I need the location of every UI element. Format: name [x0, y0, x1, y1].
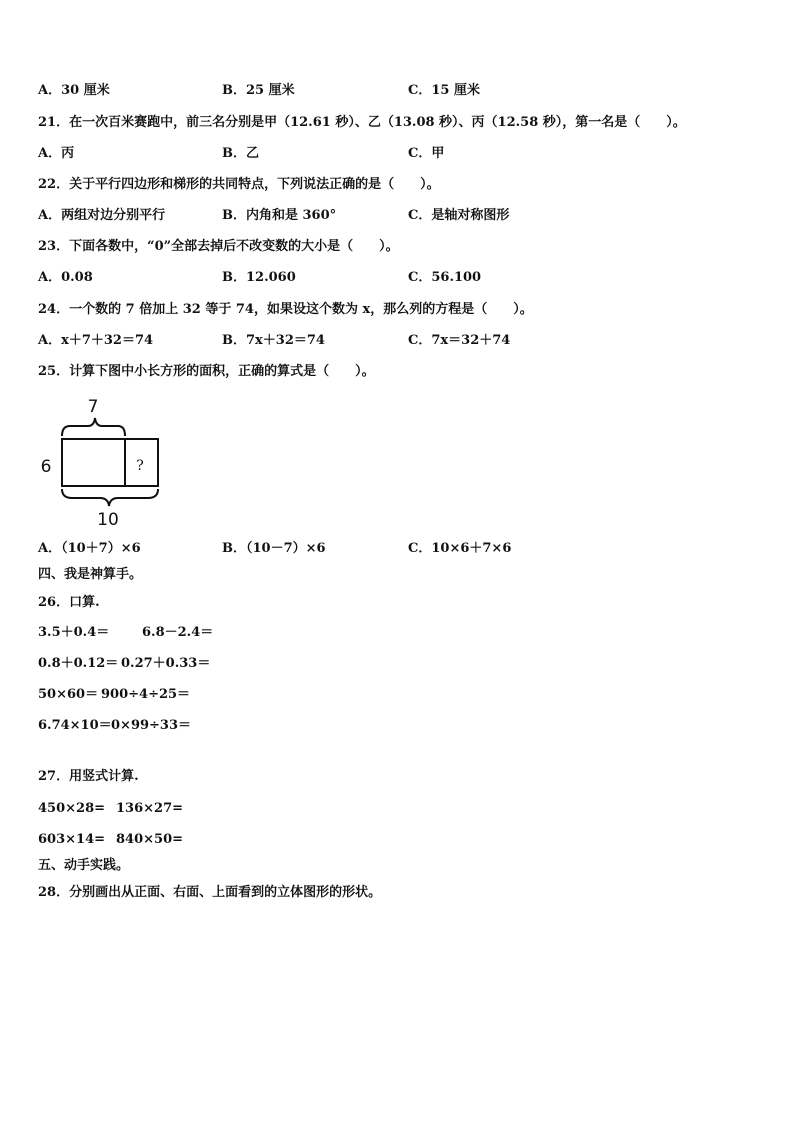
- left-label: 6: [40, 457, 52, 477]
- q26-item-5: 50×60＝: [38, 687, 99, 702]
- q21-question: 21．在一次百米赛跑中，前三名分别是甲（12.61 秒）、乙（13.08 秒）、丙（12.58 秒），第一名是（ ）。: [38, 115, 686, 130]
- q21-option-c: C．甲: [408, 146, 445, 161]
- q27-item-1: 450×28=: [38, 801, 106, 816]
- q22-option-a: A．两组对边分别平行: [38, 208, 166, 223]
- q26-item-8: 0×99÷33＝: [111, 718, 192, 733]
- section-5-heading: 五、动手实践。: [38, 858, 130, 873]
- q27-item-2: 136×27=: [116, 801, 184, 816]
- q22-option-b: B．内角和是 360°: [222, 208, 337, 223]
- bottom-label: 10: [97, 510, 119, 530]
- q25-option-c: C．10×6＋7×6: [408, 541, 512, 556]
- q26-item-1: 3.5＋0.4＝: [38, 625, 110, 640]
- q25-question: 25．计算下图中小长方形的面积，正确的算式是（ ）。: [38, 364, 375, 379]
- q23-option-c: C．56.100: [408, 270, 482, 285]
- q24-option-c: C．7x＝32＋74: [408, 333, 511, 348]
- q22-question: 22．关于平行四边形和梯形的共同特点，下列说法正确的是（ ）。: [38, 177, 440, 192]
- q24-option-b: B．7x＋32＝74: [222, 333, 325, 348]
- q26-question: 26．口算.: [38, 595, 100, 610]
- q20-option-b: B．25 厘米: [222, 83, 295, 98]
- q25-option-b: B．（10－7）×6: [222, 541, 326, 556]
- q23-option-b: B．12.060: [222, 270, 296, 285]
- q26-item-4: 0.27＋0.33＝: [121, 656, 211, 671]
- q23-option-a: A．0.08: [38, 270, 93, 285]
- unknown-label: ?: [136, 458, 144, 474]
- q26-item-7: 6.74×10＝: [38, 718, 112, 733]
- q26-item-6: 900÷4÷25＝: [101, 687, 191, 702]
- q20-option-a: A．30 厘米: [38, 83, 110, 98]
- q28-question: 28．分别画出从正面、右面、上面看到的立体图形的形状。: [38, 885, 382, 900]
- q26-item-2: 6.8－2.4＝: [142, 625, 214, 640]
- bottom-brace: [62, 489, 158, 506]
- q24-option-a: A．x＋7＋32＝74: [38, 333, 154, 348]
- top-label: 7: [87, 397, 99, 417]
- q21-option-b: B．乙: [222, 146, 259, 161]
- q21-option-a: A．丙: [38, 146, 75, 161]
- rectangle-figure: [30, 392, 180, 532]
- q22-option-c: C．是轴对称图形: [408, 208, 510, 223]
- q26-item-3: 0.8＋0.12＝: [38, 656, 119, 671]
- q27-question: 27．用竖式计算.: [38, 769, 139, 784]
- q23-question: 23．下面各数中，“0”全部去掉后不改变数的大小是（ ）。: [38, 239, 399, 254]
- q25-option-a: A．（10＋7）×6: [38, 541, 141, 556]
- q20-option-c: C．15 厘米: [408, 83, 480, 98]
- q27-item-3: 603×14=: [38, 832, 106, 847]
- section-4-heading: 四、我是神算手。: [38, 567, 143, 582]
- q27-item-4: 840×50=: [116, 832, 184, 847]
- q24-question: 24．一个数的 7 倍加上 32 等于 74，如果设这个数为 x，那么列的方程是（ ）。: [38, 302, 533, 317]
- large-rectangle: [62, 439, 125, 486]
- top-brace: [62, 418, 125, 436]
